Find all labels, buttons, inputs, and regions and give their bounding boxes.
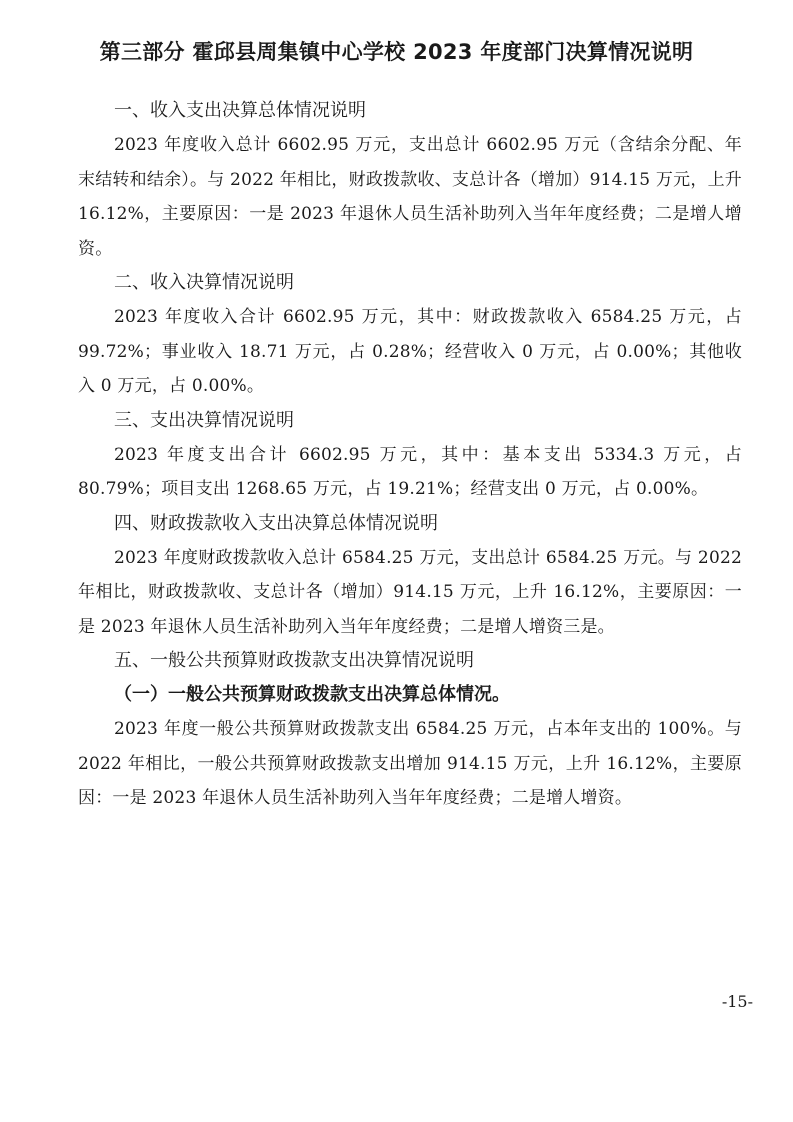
section-paragraph-1: 2023 年度收入总计 6602.95 万元，支出总计 6602.95 万元（含结余分配、年末结转和结余）。与 2022 年相比，财政拨款收、支总计各（增加）914.15 万元，上升 16.12%，主要原因：一是 2023 年退休人员生活补助列入当年年度经费；二是增人增资。 [78, 135, 742, 259]
section-heading-2: 二、收入决算情况说明 [114, 272, 294, 293]
section-subheading-5-1: （一）一般公共预算财政拨款支出决算总体情况。 [114, 684, 510, 705]
page-title: 第三部分 霍邱县周集镇中心学校 2023 年度部门决算情况说明 [99, 40, 694, 64]
section-paragraph-2: 2023 年度收入合计 6602.95 万元，其中：财政拨款收入 6584.25 万元，占 99.72%；事业收入 18.71 万元，占 0.28%；经营收入 0 万元，占 0.00%；其他收入 0 万元，占 0.00%。 [78, 307, 742, 396]
section-heading-4: 四、财政拨款收入支出决算总体情况说明 [114, 512, 438, 534]
section-heading-1: 一、收入支出决算总体情况说明 [114, 100, 366, 121]
section-paragraph-5: 2023 年度一般公共预算财政拨款支出 6584.25 万元，占本年支出的 100%。与 2022 年相比，一般公共预算财政拨款支出增加 914.15 万元，上升 16.12%，主要原因：一是 2023 年退休人员生活补助列入当年年度经费；二是增人增资。 [78, 719, 742, 808]
page-number: -15- [721, 992, 753, 1011]
section-paragraph-3: 2023 年度支出合计 6602.95 万元，其中：基本支出 5334.3 万元，占 80.79%；项目支出 1268.65 万元，占 19.21%；经营支出 0 万元，占 0.00%。 [78, 444, 742, 499]
document-body [78, 94, 742, 816]
section-heading-5: 五、一般公共预算财政拨款支出决算情况说明 [114, 650, 474, 671]
section-paragraph-4: 2023 年度财政拨款收入总计 6584.25 万元，支出总计 6584.25 万元。与 2022 年相比，财政拨款收、支总计各（增加）914.15 万元，上升 16.12%，主要原因：一是 2023 年退休人员生活补助列入当年年度经费；二是增人增资三是。 [78, 547, 742, 637]
section-heading-3: 三、支出决算情况说明 [114, 409, 294, 431]
